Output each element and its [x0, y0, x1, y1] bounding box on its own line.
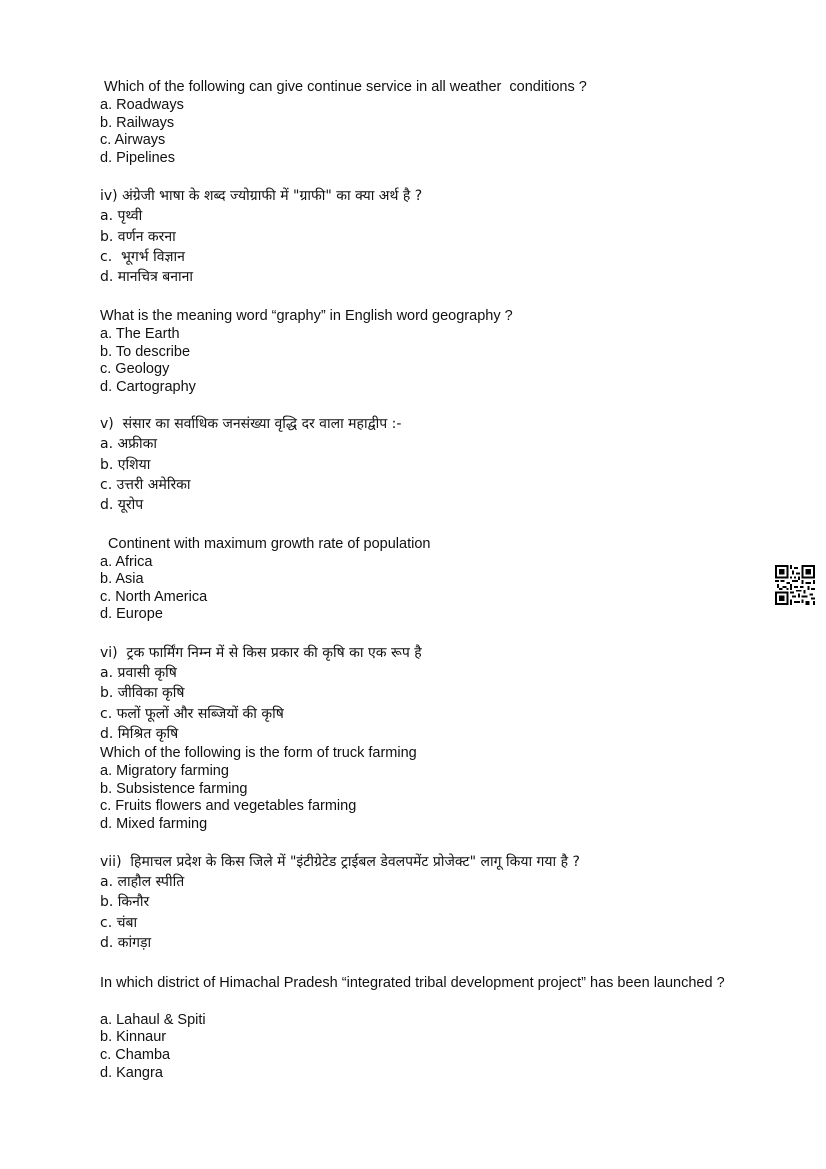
qr-code-icon[interactable] [775, 565, 815, 605]
option-text: c. Geology [100, 361, 170, 377]
question-text: iv) अंग्रेजी भाषा के शब्द ज्योग्राफी में "ग्राफी" का क्या अर्थ है ? [100, 188, 423, 204]
option-text: d. Europe [100, 606, 163, 622]
option-text: a. The Earth [100, 326, 180, 342]
option-text: d. यूरोप [100, 497, 144, 513]
option-text: d. Cartography [100, 379, 196, 395]
option-text: b. एशिया [100, 457, 151, 473]
option-text: c. भूगर्भ विज्ञान [100, 249, 185, 265]
option-text: b. Subsistence farming [100, 781, 248, 797]
option-text: d. Mixed farming [100, 816, 208, 832]
option-text: c. फलों फूलों और सब्जियों की कृषि [100, 706, 284, 722]
question-text: vi) ट्रक फार्मिंग निम्न में से किस प्रकार की कृषि का एक रूप है [100, 645, 422, 661]
option-text: c. चंबा [100, 915, 138, 931]
question-text: v) संसार का सर्वाधिक जनसंख्या वृद्धि दर वाला महाद्वीप :- [100, 416, 402, 432]
option-text: a. अफ्रीका [100, 436, 157, 452]
question-text: Which of the following can give continue service in all weather conditions ? [100, 79, 587, 95]
option-text: a. पृथ्वी [100, 208, 143, 224]
option-text: c. उत्तरी अमेरिका [100, 477, 191, 493]
question-text: Continent with maximum growth rate of population [100, 536, 431, 552]
question-text: In which district of Himachal Pradesh “integrated tribal development project” has been launched ? [100, 975, 725, 991]
question-text: Which of the following is the form of truck farming [100, 745, 417, 761]
option-text: b. Kinnaur [100, 1029, 167, 1045]
option-text: a. Lahaul & Spiti [100, 1012, 206, 1028]
question-text: What is the meaning word “graphy” in English word geography ? [100, 308, 513, 324]
option-text: c. Airways [100, 132, 166, 148]
option-text: d. कांगड़ा [100, 935, 152, 951]
option-text: b. Asia [100, 571, 144, 587]
question-text: vii) हिमाचल प्रदेश के किस जिले में "इंटीग्रेटेड ट्राईबल डेवलपमेंट प्रोजेक्ट" लागू किया गया है ? [100, 854, 580, 870]
option-text: b. Railways [100, 115, 175, 131]
option-text: c. Chamba [100, 1047, 171, 1063]
option-text: a. Africa [100, 554, 153, 570]
option-text: d. Kangra [100, 1065, 163, 1081]
option-text: d. मिश्रित कृषि [100, 726, 179, 742]
option-text: d. Pipelines [100, 150, 175, 166]
option-text: a. लाहौल स्पीति [100, 874, 185, 890]
option-text: d. मानचित्र बनाना [100, 269, 194, 285]
option-text: a. Roadways [100, 97, 184, 113]
option-text: a. Migratory farming [100, 763, 229, 779]
option-text: b. किनौर [100, 894, 150, 910]
option-text: a. प्रवासी कृषि [100, 665, 177, 681]
option-text: b. To describe [100, 344, 191, 360]
option-text: b. वर्णन करना [100, 229, 176, 245]
option-text: c. Fruits flowers and vegetables farming [100, 798, 357, 814]
option-text: b. जीविका कृषि [100, 685, 185, 701]
option-text: c. North America [100, 589, 208, 605]
